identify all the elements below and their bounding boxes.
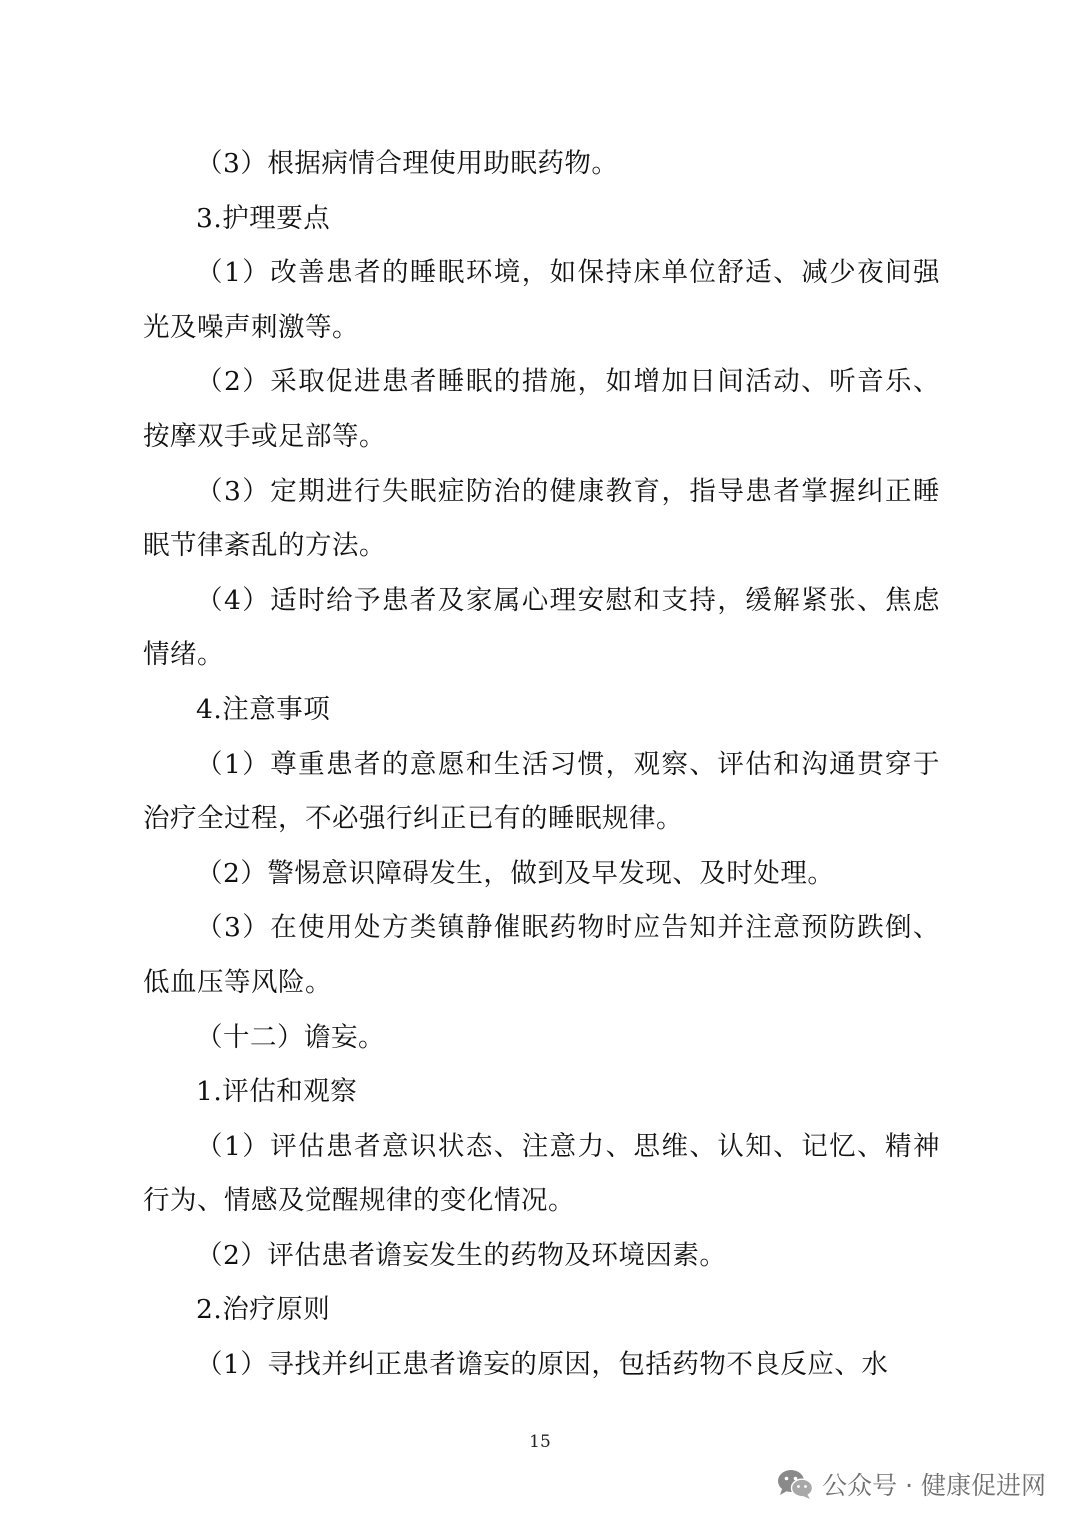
paragraph: （1）评估患者意识状态、注意力、思维、认知、记忆、精神行为、情感及觉醒规律的变化情况。	[143, 1130, 940, 1217]
section-heading: 4.注意事项	[196, 693, 331, 725]
chapter-heading: （十二）谵妄。	[196, 1021, 385, 1053]
paragraph: （2）警惕意识障碍发生，做到及早发现、及时处理。	[196, 857, 835, 889]
document-body	[143, 137, 940, 1393]
paragraph: （3）在使用处方类镇静催眠药物时应告知并注意预防跌倒、低血压等风险。	[143, 912, 940, 998]
paragraph: （1）尊重患者的意愿和生活习惯，观察、评估和沟通贯穿于治疗全过程，不必强行纠正已有的睡眠规律。	[143, 748, 940, 835]
paragraph: （4）适时给予患者及家属心理安慰和支持，缓解紧张、焦虑情绪。	[143, 584, 940, 671]
paragraph: （2）评估患者谵妄发生的药物及环境因素。	[196, 1239, 727, 1271]
section-heading: 1.评估和观察	[196, 1076, 358, 1108]
watermark	[776, 1464, 1046, 1504]
paragraph: （1）改善患者的睡眠环境，如保持床单位舒适、减少夜间强光及噪声刺激等。	[143, 257, 940, 343]
page-number: 15	[529, 1432, 551, 1452]
paragraph: （3）定期进行失眠症防治的健康教育，指导患者掌握纠正睡眠节律紊乱的方法。	[143, 475, 940, 562]
section-heading: 3.护理要点	[196, 202, 331, 234]
paragraph: （3）根据病情合理使用助眠药物。	[196, 148, 619, 179]
watermark-text: 公众号 · 健康促进网	[822, 1471, 1046, 1500]
paragraph: （2）采取促进患者睡眠的措施，如增加日间活动、听音乐、按摩双手或足部等。	[143, 366, 940, 452]
section-heading: 2.治疗原则	[196, 1294, 331, 1326]
wechat-icon	[776, 1468, 814, 1500]
paragraph: （1）寻找并纠正患者谵妄的原因，包括药物不良反应、水	[196, 1349, 889, 1381]
